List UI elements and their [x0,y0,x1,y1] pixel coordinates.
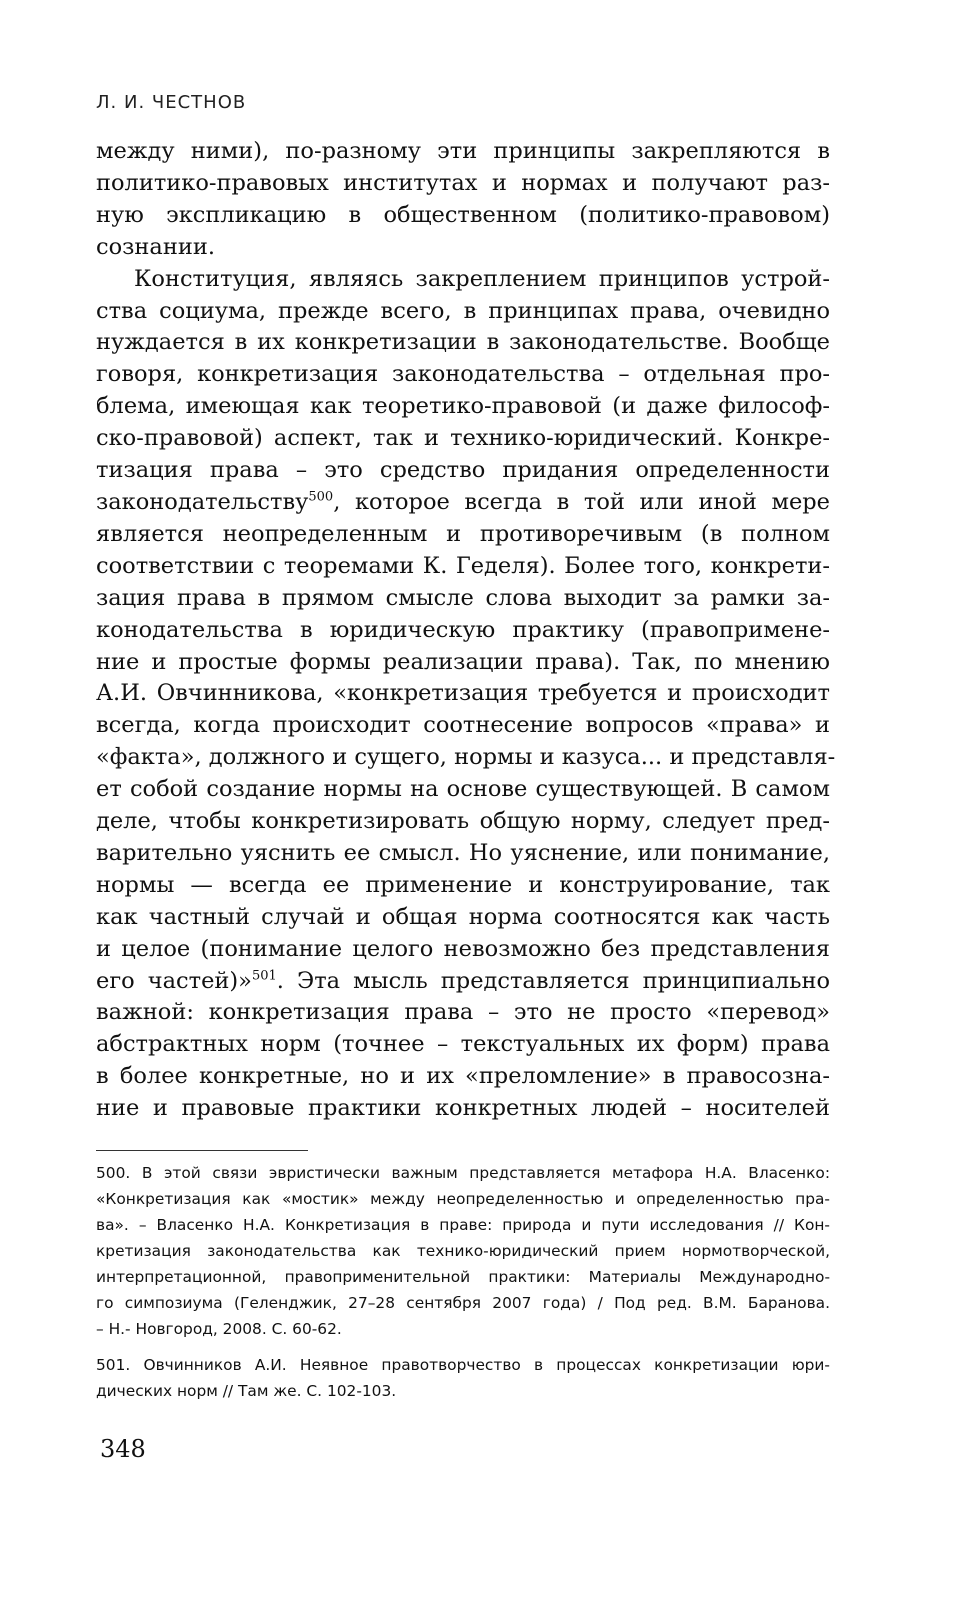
text-line-with-footnote [96,966,830,998]
text-line: варительно уяснить ее смысл. Но уяснение, или понимание, [96,839,830,866]
text-line: является неопределенным и противоречивым (в полном [96,520,830,547]
text-line: соответствии с теоремами К. Геделя). Более того, конкрети- [96,552,830,579]
text-line: конодательства в юридическую практику (правопримене- [96,616,830,643]
text-line: сознании. [96,233,215,260]
text-line: абстрактных норм (точнее – текстуальных их форм) права [96,1031,830,1058]
paragraph-constitution [96,264,836,1125]
page-number: 348 [100,1435,146,1463]
footnote-line: «Конкретизация как «мостик» между неопределенностью и определенностью пра- [96,1190,830,1208]
footnote-ref-500[interactable]: 500 [308,489,334,505]
text-line: блема, имеющая как теоретико-правовой (и даже философ- [96,393,830,420]
text-fragment: , которое всегда в той или иной мере [333,488,830,515]
text-line: как частный случай и общая норма соотносятся как часть [96,903,830,930]
text-line: Конституция, являясь закреплением принципов устрой- [134,265,830,292]
text-line: всегда, когда происходит соотнесение вопросов «права» и [96,712,830,739]
text-line: А.И. Овчинникова, «конкретизация требуется и происходит [96,680,830,707]
text-line: между ними), по-разному эти принципы закрепляются в [96,138,830,164]
text-line: в более конкретные, но и их «преломление» в правосозна- [96,1063,830,1090]
text-fragment: законодательству [96,488,309,515]
footnote-line: интерпретационной, правоприменительной практики: Материалы Международно- [96,1268,830,1286]
footnote-line: дических норм // Там же. С. 102-103. [96,1382,397,1400]
text-line: «факта», должного и сущего, нормы и казуса... и представля- [96,744,836,771]
text-line: ние и правовые практики конкретных людей – носителей [96,1095,830,1122]
text-line: нормы — всегда ее применение и конструирование, так [96,871,830,898]
text-line: важной: конкретизация права – это не просто «перевод» [96,999,830,1026]
footnote-line: ва». – Власенко Н.А. Конкретизация в праве: природа и пути исследования // Кон- [96,1216,830,1234]
footnotes [96,1160,830,1414]
text-line: ние и простые формы реализации права). Так, по мнению [96,648,830,675]
text-fragment: . Эта мысль представляется принципиально [276,967,830,994]
text-line: говоря, конкретизация законодательства – отдельная про- [96,361,830,388]
text-line: и целое (понимание целого невозможно без представления [96,935,830,962]
footnote-ref-501[interactable]: 501 [251,968,277,984]
text-line: ную экспликацию в общественном (политико-правовом) [96,201,830,228]
text-line: ства социума, прежде всего, в принципах права, очевидно [96,297,830,324]
text-fragment: его частей)» [96,967,252,994]
main-text [96,136,836,1125]
footnote-500 [96,1160,830,1342]
footnote-line: кретизация законодательства как технико-юридический прием нормотворческой, [96,1242,830,1260]
running-head: Л. И. ЧЕСТНОВ [96,92,247,113]
text-line: зация права в прямом смысле слова выходит за рамки за- [96,584,830,611]
footnote-line: 500. В этой связи эвристически важным представляется метафора Н.А. Власенко: [96,1164,830,1182]
footnote-line: 501. Овчинников А.И. Неявное правотворчество в процессах конкретизации юри- [96,1356,830,1374]
text-line: деле, чтобы конкретизировать общую норму, следует пред- [96,808,830,835]
footnote-separator [96,1150,308,1151]
text-line: нуждается в их конкретизации в законодательстве. Вообще [96,329,830,356]
text-line: тизация права – это средство придания определенности [96,457,830,484]
text-line-with-footnote [96,487,830,519]
paragraph-continuation [96,136,830,264]
footnote-501 [96,1352,830,1404]
footnote-line: го симпозиума (Геленджик, 27–28 сентября 2007 года) / Под ред. В.М. Баранова. [96,1294,830,1312]
text-line: ет собой создание нормы на основе существующей. В самом [96,776,830,803]
footnote-line: – Н.- Новгород, 2008. С. 60-62. [96,1320,342,1338]
text-line: политико-правовых институтах и нормах и получают раз- [96,169,830,196]
text-line: ско-правовой) аспект, так и технико-юридический. Конкре- [96,425,830,452]
